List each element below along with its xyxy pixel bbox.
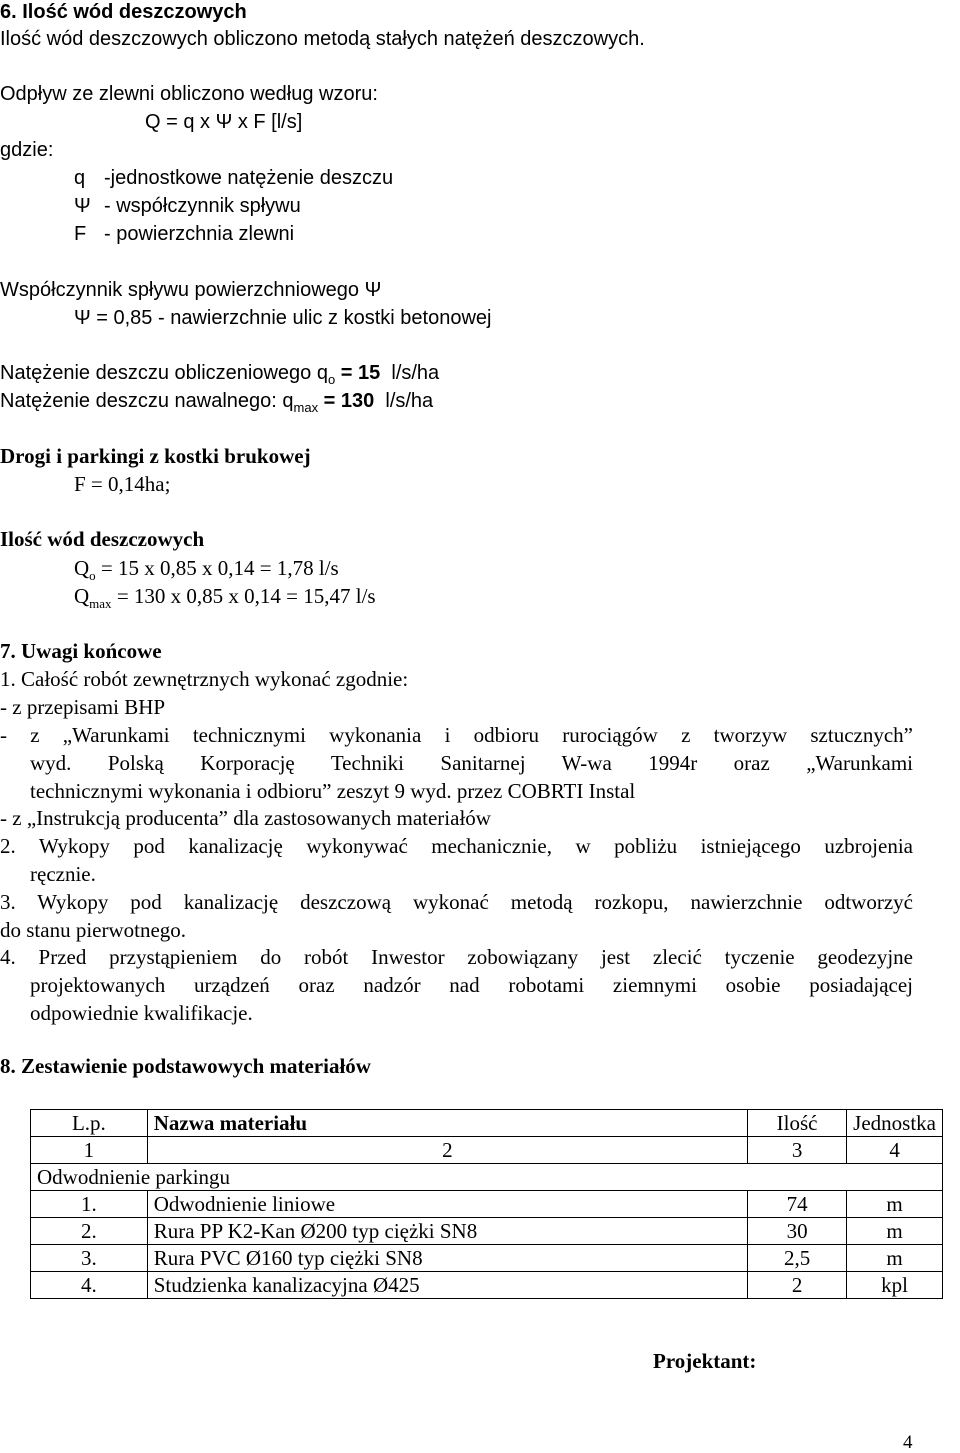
- header-lp: L.p.: [31, 1110, 148, 1137]
- q0-result: $Q_o = 15$ x 0,85 x 0,14 = 1,78 l/s: [74, 556, 339, 583]
- page-number: 4: [903, 1432, 913, 1453]
- remark-3-line1: 3. Wykopy pod kanalizację deszczową wykonać metodą rozkopu, nawierzchnie odtworzyć: [0, 890, 913, 914]
- symbol-q: q: [74, 167, 86, 189]
- table-cell: 2.: [31, 1218, 148, 1245]
- materials-table: [30, 1109, 943, 1299]
- table-cell: Rura PVC Ø160 typ ciężki SN8: [147, 1245, 747, 1272]
- remark-1-warunki-line2: wyd. Polską Korporację Techniki Sanitarnej W-wa 1994r oraz „Warunkami: [30, 751, 913, 775]
- table-cell: m: [847, 1245, 943, 1272]
- table-cell: 1.: [31, 1191, 148, 1218]
- table-cell: 4.: [31, 1272, 148, 1299]
- table-group-label: Odwodnienie parkingu: [31, 1164, 943, 1191]
- section-7-heading: 7. Uwagi końcowe: [0, 639, 162, 663]
- table-header-row: [31, 1110, 943, 1137]
- symbol-q-desc: -jednostkowe natężenie deszczu: [104, 167, 394, 189]
- where-label: gdzie:: [0, 139, 54, 161]
- symbol-f-desc: - powierzchnia zlewni: [104, 223, 295, 245]
- remark-4-line1: 4. Przed przystąpieniem do robót Inwestor zobowiązany jest zlecić tyczenie geodezyjne: [0, 945, 913, 969]
- table-cell: m: [847, 1191, 943, 1218]
- symbol-f: F: [74, 223, 87, 245]
- remark-3-line2: do stanu pierwotnego.: [0, 918, 187, 942]
- formula: Q = q x Ψ x F [l/s]: [145, 111, 303, 133]
- remark-1-warunki-line3: technicznymi wykonania i odbioru” zeszyt 9 wyd. przez COBRTI Instal: [30, 779, 636, 803]
- table-cell: Rura PP K2-Kan Ø200 typ ciężki SN8: [147, 1218, 747, 1245]
- table-cell: 1: [31, 1137, 148, 1164]
- table-row: [31, 1191, 943, 1218]
- runoff-coefficient-title: Współczynnik spływu powierzchniowego Ψ: [0, 279, 382, 301]
- formula-intro: Odpływ ze zlewni obliczono według wzoru:: [0, 83, 378, 105]
- rain-intensity-storm: Natężenie deszczu nawalnego: $q_{max} = 130$ l/s/ha: [0, 390, 434, 415]
- table-cell: 4: [847, 1137, 943, 1164]
- area-title: Drogi i parkingi z kostki brukowej: [0, 444, 311, 468]
- table-cell: 3.: [31, 1245, 148, 1272]
- area-value: F = 0,14ha;: [74, 472, 171, 496]
- remark-1-instrukcja: - z „Instrukcją producenta” dla zastosowanych materiałów: [0, 806, 491, 830]
- header-unit: Jednostka: [847, 1110, 943, 1137]
- table-cell: m: [847, 1218, 943, 1245]
- section-6-heading: 6. Ilość wód deszczowych: [0, 1, 247, 23]
- table-number-row: [31, 1137, 943, 1164]
- section-8-heading: 8. Zestawienie podstawowych materiałów: [0, 1054, 371, 1078]
- table-group-row: [31, 1164, 943, 1191]
- table-cell: 3: [748, 1137, 847, 1164]
- signature-label: Projektant:: [653, 1349, 757, 1373]
- table-cell: 2,5: [748, 1245, 847, 1272]
- remark-4-line2: projektowanych urządzeń oraz nadzór nad robotami ziemnymi osobie posiadającej: [30, 973, 913, 997]
- table-cell: 74: [748, 1191, 847, 1218]
- runoff-coefficient-value: Ψ = 0,85 - nawierzchnie ulic z kostki betonowej: [74, 307, 492, 329]
- qmax-result: $Q_{max} = 130$ x 0,85 x 0,14 = 15,47 l/s: [74, 584, 376, 611]
- table-cell: 2: [147, 1137, 747, 1164]
- section-6-intro: Ilość wód deszczowych obliczono metodą stałych natężeń deszczowych.: [0, 28, 645, 50]
- remark-1: 1. Całość robót zewnętrznych wykonać zgodnie:: [0, 667, 409, 691]
- header-quantity: Ilość: [748, 1110, 847, 1137]
- remark-1-bhp: - z przepisami BHP: [0, 695, 166, 719]
- table-cell: kpl: [847, 1272, 943, 1299]
- remark-1-warunki-line1: - z „Warunkami technicznymi wykonania i odbioru rurociągów z tworzyw sztucznych”: [0, 723, 913, 747]
- remark-4-line3: odpowiednie kwalifikacje.: [30, 1001, 253, 1025]
- table-row: [31, 1245, 943, 1272]
- symbol-psi-desc: - współczynnik spływu: [104, 195, 301, 217]
- table-cell: 2: [748, 1272, 847, 1299]
- table-cell: Studzienka kanalizacyjna Ø425: [147, 1272, 747, 1299]
- table-cell: 30: [748, 1218, 847, 1245]
- symbol-psi: Ψ: [74, 195, 91, 217]
- rain-intensity-design: Natężenie deszczu obliczeniowego $q_o = 15$ l/s/ha: [0, 362, 440, 387]
- remark-2-line2: ręcznie.: [30, 862, 96, 886]
- table-cell: Odwodnienie liniowe: [147, 1191, 747, 1218]
- table-row: [31, 1218, 943, 1245]
- header-name: Nazwa materiału: [147, 1110, 747, 1137]
- result-title: Ilość wód deszczowych: [0, 527, 205, 551]
- table-row: [31, 1272, 943, 1299]
- remark-2-line1: 2. Wykopy pod kanalizację wykonywać mechanicznie, w pobliżu istniejącego uzbrojenia: [0, 834, 913, 858]
